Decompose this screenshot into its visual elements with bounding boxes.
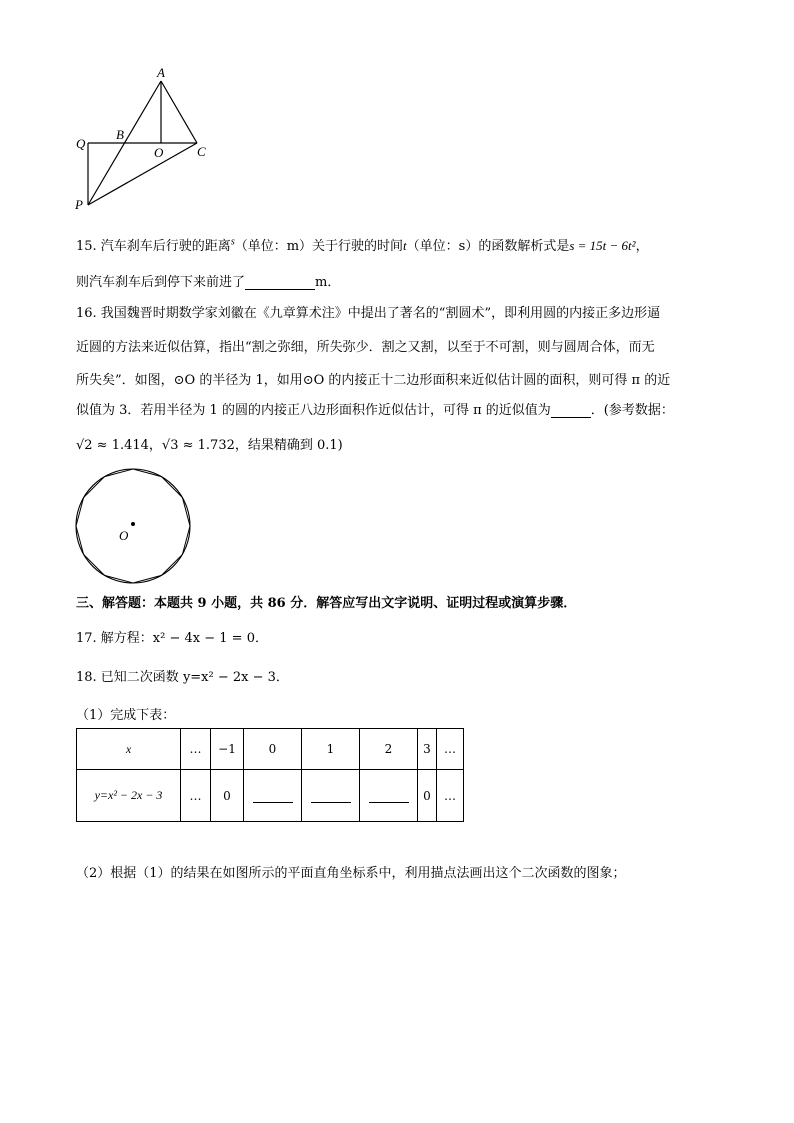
q16-line3: 所失矣”．如图，⊙O 的半径为 1，如用⊙O 的内接正十二边形面积来近似估计圆的面积，则可得 π 的近	[76, 373, 671, 388]
center-point	[131, 522, 135, 526]
table-cell-x-header: x	[77, 729, 181, 770]
table-cell-blank[interactable]	[360, 770, 418, 822]
segment-PC	[88, 143, 197, 205]
label-A: A	[157, 65, 165, 80]
q15-text-b: （单位：m）关于行驶的时间	[234, 239, 404, 254]
q15-var-t: t	[403, 238, 407, 253]
values-table	[76, 728, 464, 822]
label-circle-O: O	[119, 528, 129, 543]
q18-part2: （2）根据（1）的结果在如图所示的平面直角坐标系中，利用描点法画出这个二次函数的图象；	[76, 866, 626, 881]
q15-text-c: （单位：s）的函数解析式是	[406, 239, 570, 254]
q16-line1: 16. 我国魏晋时期数学家刘徽在《九章算术注》中提出了著名的“割圆术”，即利用圆的内接正多边形逼	[76, 306, 661, 321]
circle-figure	[74, 467, 194, 585]
q15-text-e: m．	[315, 275, 341, 290]
q16-line4	[76, 399, 674, 418]
table-cell-y-header: y=x² − 2x − 3	[77, 770, 181, 822]
q15-text-d: 则汽车刹车后到停下来前进了	[76, 275, 246, 290]
q15-comma: ，	[635, 239, 649, 254]
q16-line2: 近圆的方法来近似估算，指出“割之弥细，所失弥少．割之又割，以至于不可割，则与圆周合体，而无	[76, 340, 655, 355]
segment-AC	[161, 81, 197, 143]
q15-line2	[76, 271, 340, 290]
label-Q: Q	[76, 136, 86, 151]
table-cell: 2	[360, 729, 418, 770]
table-cell: …	[181, 729, 211, 770]
q16-text-a: 似值为 3．若用半径为 1 的圆的内接正八边形面积作近似估计，可得 π 的近似值为	[76, 403, 551, 418]
table-cell-blank[interactable]	[302, 770, 360, 822]
q17-text: 17. 解方程：x² − 4x − 1 = 0．	[76, 631, 268, 646]
table-cell: 3	[418, 729, 437, 770]
q15-line1	[76, 235, 649, 254]
table-row-x	[77, 729, 464, 770]
table-row-y	[77, 770, 464, 822]
label-P: P	[75, 197, 83, 212]
geometry-figure	[70, 62, 220, 214]
label-B: B	[116, 127, 124, 142]
table-cell: −1	[211, 729, 244, 770]
table-cell: …	[437, 729, 464, 770]
q16-answer-blank[interactable]	[551, 403, 591, 418]
q16-text-b: ．(参考数据：	[590, 403, 674, 418]
label-C: C	[197, 144, 206, 159]
q18-part1: （1）完成下表：	[76, 708, 176, 723]
table-cell: …	[437, 770, 464, 822]
section3-title: 三、解答题：本题共 9 小题，共 86 分．解答应写出文字说明、证明过程或演算步骤．	[76, 596, 577, 611]
q15-text-a: 15. 汽车刹车后行驶的距离	[76, 239, 231, 254]
label-O: O	[154, 145, 164, 160]
table-cell: 0	[244, 729, 302, 770]
table-cell: …	[181, 770, 211, 822]
q15-var-s: s	[230, 236, 235, 248]
q15-answer-blank[interactable]	[245, 275, 315, 290]
q16-line5: √2 ≈ 1.414，√3 ≈ 1.732，结果精确到 0.1)	[76, 438, 343, 453]
table-cell: 0	[418, 770, 437, 822]
table-cell-blank[interactable]	[244, 770, 302, 822]
q15-formula: s = 15t − 6t²	[569, 238, 636, 253]
table-cell: 1	[302, 729, 360, 770]
q18-text: 18. 已知二次函数 y=x² − 2x − 3．	[76, 670, 289, 685]
table-cell: 0	[211, 770, 244, 822]
